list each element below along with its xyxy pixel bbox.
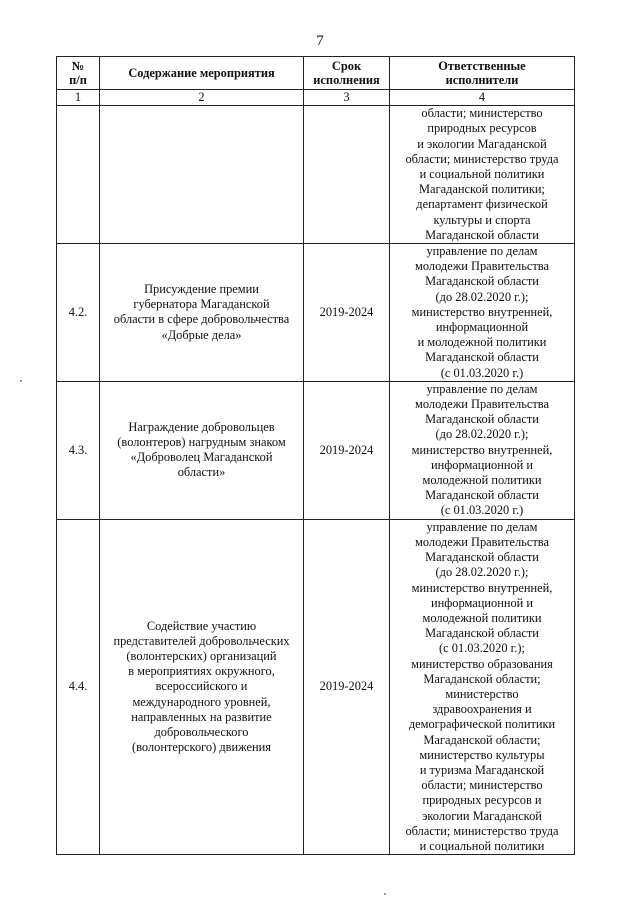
column-number: 3 [304, 90, 390, 106]
header-term: Срок исполнения [304, 57, 390, 90]
column-number: 4 [390, 90, 575, 106]
activities-table [56, 56, 575, 855]
row-number: 4.3. [57, 381, 100, 519]
row-term: 2019-2024 [304, 244, 390, 382]
header-number: № п/п [57, 57, 100, 90]
row-number: 4.2. [57, 244, 100, 382]
row-content: Содействие участию представителей добровольческих (волонтерских) организаций в мероприятиях окружного, всероссийского и международного уровней, направленных на развитие добровольческого (волонтерского) движения [100, 519, 304, 854]
table-row [57, 106, 575, 244]
row-executors: области; министерство природных ресурсов и экологии Магаданской области; министерство труда и социальной политики Магаданской политики; департамент физической культуры и спорта Магаданской области [390, 106, 575, 244]
table-row [57, 244, 575, 382]
table-row [57, 519, 575, 854]
scan-speck [20, 380, 22, 382]
row-number [57, 106, 100, 244]
row-number: 4.4. [57, 519, 100, 854]
header-content: Содержание мероприятия [100, 57, 304, 90]
column-number-row [57, 90, 575, 106]
table-header-row [57, 57, 575, 90]
header-executors: Ответственные исполнители [390, 57, 575, 90]
row-content: Присуждение премии губернатора Магаданской области в сфере добровольчества «Добрые дела» [100, 244, 304, 382]
row-content [100, 106, 304, 244]
page-number: 7 [316, 33, 324, 49]
row-term: 2019-2024 [304, 519, 390, 854]
column-number: 1 [57, 90, 100, 106]
row-term [304, 106, 390, 244]
row-term: 2019-2024 [304, 381, 390, 519]
row-content: Награждение добровольцев (волонтеров) нагрудным знаком «Доброволец Магаданской области» [100, 381, 304, 519]
column-number: 2 [100, 90, 304, 106]
scan-speck [384, 893, 386, 895]
row-executors: управление по делам молодежи Правительства Магаданской области (до 28.02.2020 г.); министерство внутренней, информационной и молодежной политики Магаданской области (с 01.03.2020 г.) [390, 244, 575, 382]
row-executors: управление по делам молодежи Правительства Магаданской области (до 28.02.2020 г.); министерство внутренней, информационной и молодежной политики Магаданской области (с 01.03.2020 г.); министерство образования Магаданской области; министерство здравоохранения и демографической политики Магаданской области; министерство культуры и туризма Магаданской области; министерство природных ресурсов и экологии Магаданской области; министерство труда и социальной политики [390, 519, 575, 854]
row-executors: управление по делам молодежи Правительства Магаданской области (до 28.02.2020 г.); министерство внутренней, информационной и молодежной политики Магаданской области (с 01.03.2020 г.) [390, 381, 575, 519]
table-row [57, 381, 575, 519]
